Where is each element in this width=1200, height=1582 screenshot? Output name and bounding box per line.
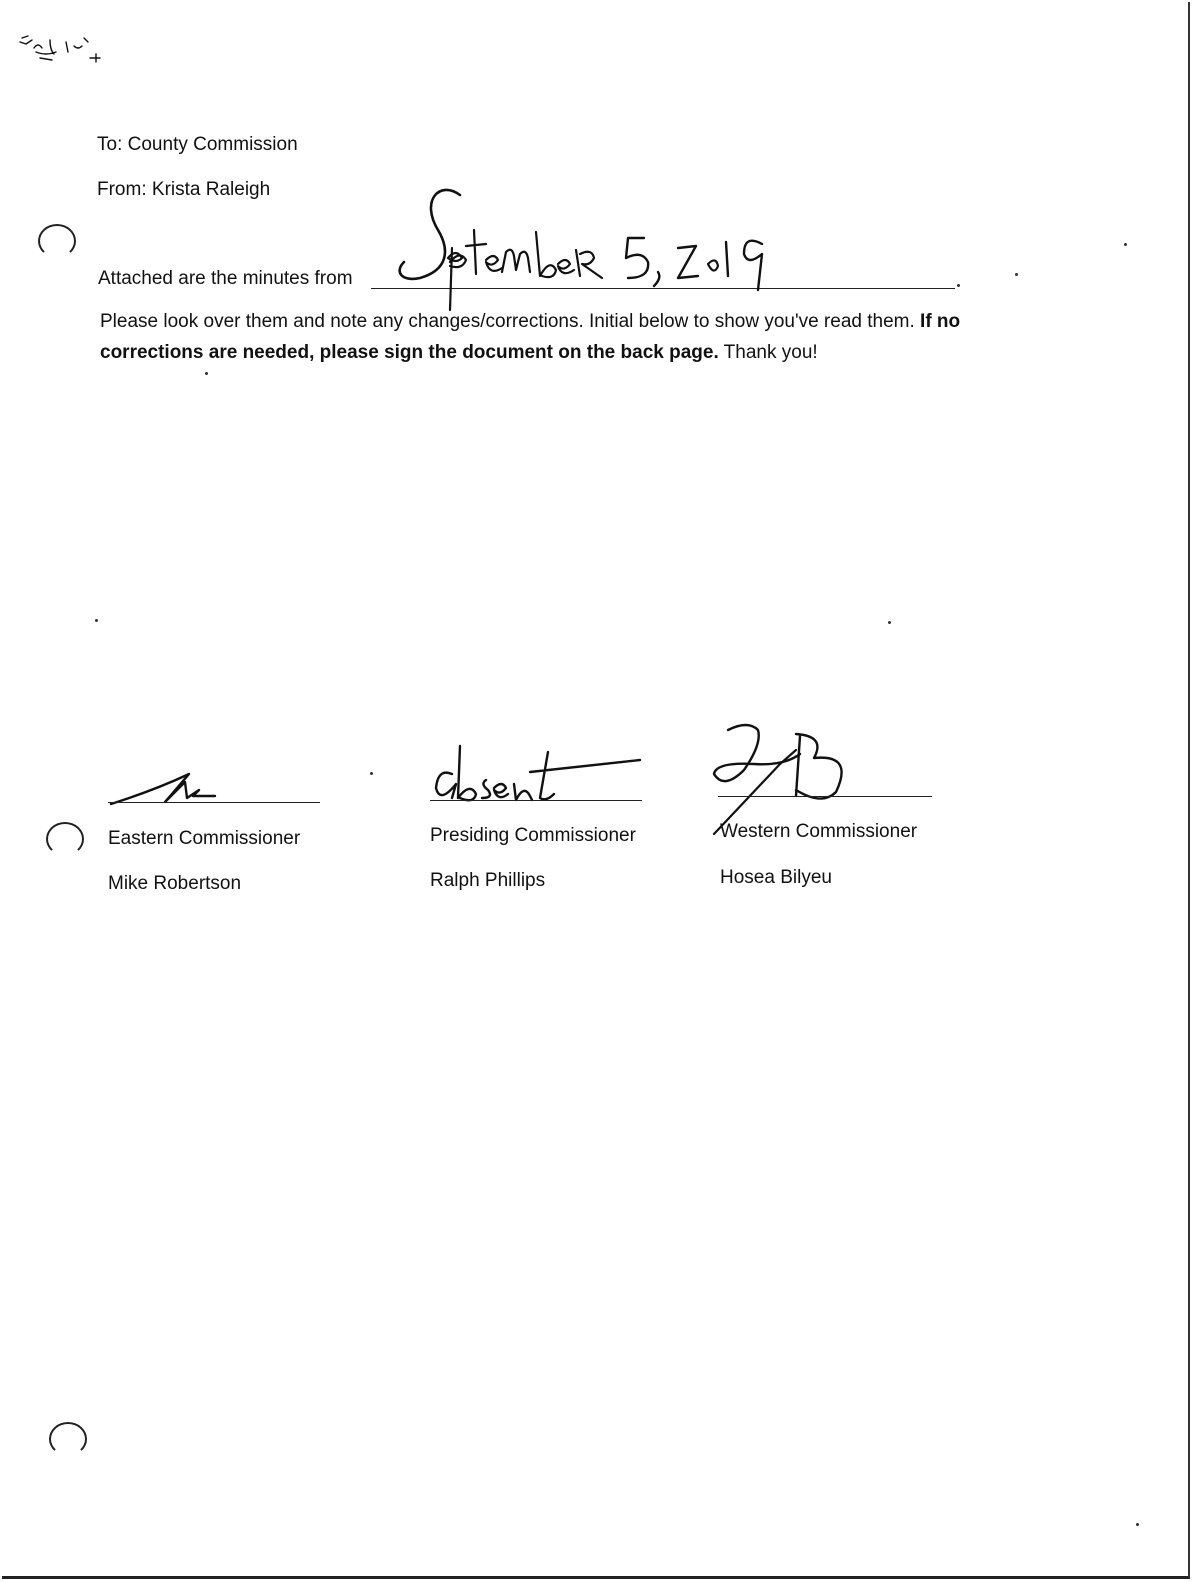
scan-speck <box>1015 273 1018 276</box>
punch-hole <box>49 1422 87 1456</box>
instructions-bold-start: If no <box>920 311 961 332</box>
instructions-text: Please look over them and note any changes/corrections. Initial below to show you've read them. <box>100 311 915 332</box>
from-label: From: <box>97 179 147 200</box>
attached-text: Attached are the minutes from <box>98 268 353 289</box>
scan-artifact-mark <box>14 30 114 80</box>
commissioner-title: Western Commissioner <box>720 821 918 842</box>
signature-line <box>430 800 642 801</box>
scan-speck <box>370 772 373 775</box>
signature-absent <box>430 738 650 808</box>
punch-hole <box>38 224 76 258</box>
instructions-line-2 <box>100 342 818 364</box>
handwritten-date <box>390 180 790 310</box>
commissioner-title: Eastern Commissioner <box>108 828 301 849</box>
signature-initials-eastern <box>105 770 225 810</box>
instructions-end: Thank you! <box>723 342 818 363</box>
commissioner-name: Ralph Phillips <box>430 870 546 891</box>
to-line <box>97 134 298 156</box>
punch-hole <box>46 822 84 856</box>
from-line <box>97 179 270 201</box>
scan-speck <box>888 621 891 624</box>
commissioner-title: Presiding Commissioner <box>430 825 636 846</box>
period-mark <box>957 284 960 287</box>
scan-speck <box>1124 243 1127 246</box>
from-value: Krista Raleigh <box>151 179 271 200</box>
signature-line <box>718 796 932 797</box>
instructions-line-1 <box>100 311 960 333</box>
commissioner-name: Hosea Bilyeu <box>720 867 832 888</box>
to-label: To: <box>97 134 123 155</box>
scan-speck <box>1136 1523 1139 1526</box>
scan-speck <box>95 619 98 622</box>
commissioner-name: Mike Robertson <box>108 873 242 894</box>
signature-line <box>108 802 320 803</box>
instructions-bold-text: corrections are needed, please sign the document on the back page. <box>100 342 719 363</box>
to-value: County Commission <box>127 134 298 155</box>
scan-speck <box>205 372 208 375</box>
